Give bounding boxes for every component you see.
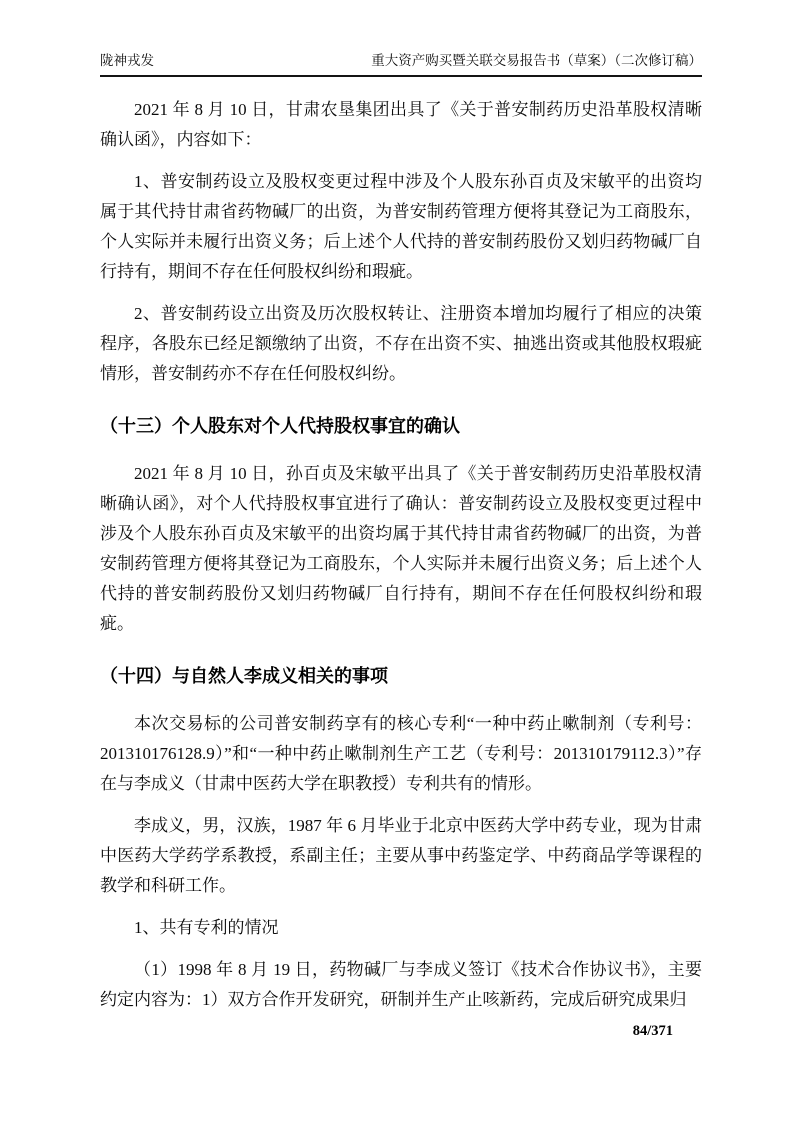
section-heading-13: （十三）个人股东对个人代持股权事宜的确认 [100,416,460,436]
paragraph-licheng-yi-bio: 李成义，男，汉族，1987 年 6 月毕业于北京中医药大学中药专业，现为甘肃中医药大学药学系教授，系副主任；主要从事中药鉴定学、中药商品学等课程的教学和科研工作。 [100,816,702,895]
section-heading-14: （十四）与自然人李成义相关的事项 [100,666,388,686]
document-body [100,77,702,1015]
paragraph-technical-cooperation-agreement: （1）1998 年 8 月 19 日，药物碱厂与李成义签订《技术合作协议书》，主要约定内容为：1）双方合作开发研究，研制并生产止咳新药，完成后研究成果归 [100,960,702,1009]
header-report-title: 重大资产购买暨关联交易报告书（草案）（二次修订稿） [371,53,702,68]
paragraph-item-1-nominee-shareholding: 1、普安制药设立及股权变更过程中涉及个人股东孙百贞及宋敏平的出资均属于其代持甘肃省药物碱厂的出资，为普安制药管理方便将其登记为工商股东，个人实际并未履行出资义务；后上述个人代持的普安制药股份又划归药物碱厂自行持有，期间不存在任何股权纠纷和瑕疵。 [100,172,702,281]
page-number: 84/371 [632,1023,673,1039]
paragraph-shared-patent-subtitle: 1、共有专利的情况 [134,918,279,937]
page-header [100,52,702,77]
paragraph-core-patents: 本次交易标的公司普安制药享有的核心专利“一种中药止嗽制剂（专利号：201310176128.9）”和“一种中药止嗽制剂生产工艺（专利号：201310179112.3）”存在与李成义（甘肃中医药大学在职教授）专利共有的情形。 [100,714,702,793]
paragraph-individual-shareholder-confirmation: 2021 年 8 月 10 日，孙百贞及宋敏平出具了《关于普安制药历史沿革股权清晰确认函》，对个人代持股权事宜进行了确认：普安制药设立及股权变更过程中涉及个人股东孙百贞及宋敏平的出资均属于其代持甘肃省药物碱厂的出资，为普安制药管理方便将其登记为工商股东，个人实际并未履行出资义务；后上述个人代持的普安制药股份又划归药物碱厂自行持有，期间不存在任何股权纠纷和瑕疵。 [100,464,702,633]
paragraph-confirmation-letter-intro: 2021 年 8 月 10 日，甘肃农垦集团出具了《关于普安制药历史沿革股权清晰确认函》，内容如下： [100,100,702,149]
header-company-name: 陇神戎发 [100,53,154,68]
paragraph-item-2-capital-contribution: 2、普安制药设立出资及历次股权转让、注册资本增加均履行了相应的决策程序，各股东已经足额缴纳了出资，不存在出资不实、抽逃出资或其他股权瑕疵情形，普安制药亦不存在任何股权纠纷。 [100,304,702,383]
